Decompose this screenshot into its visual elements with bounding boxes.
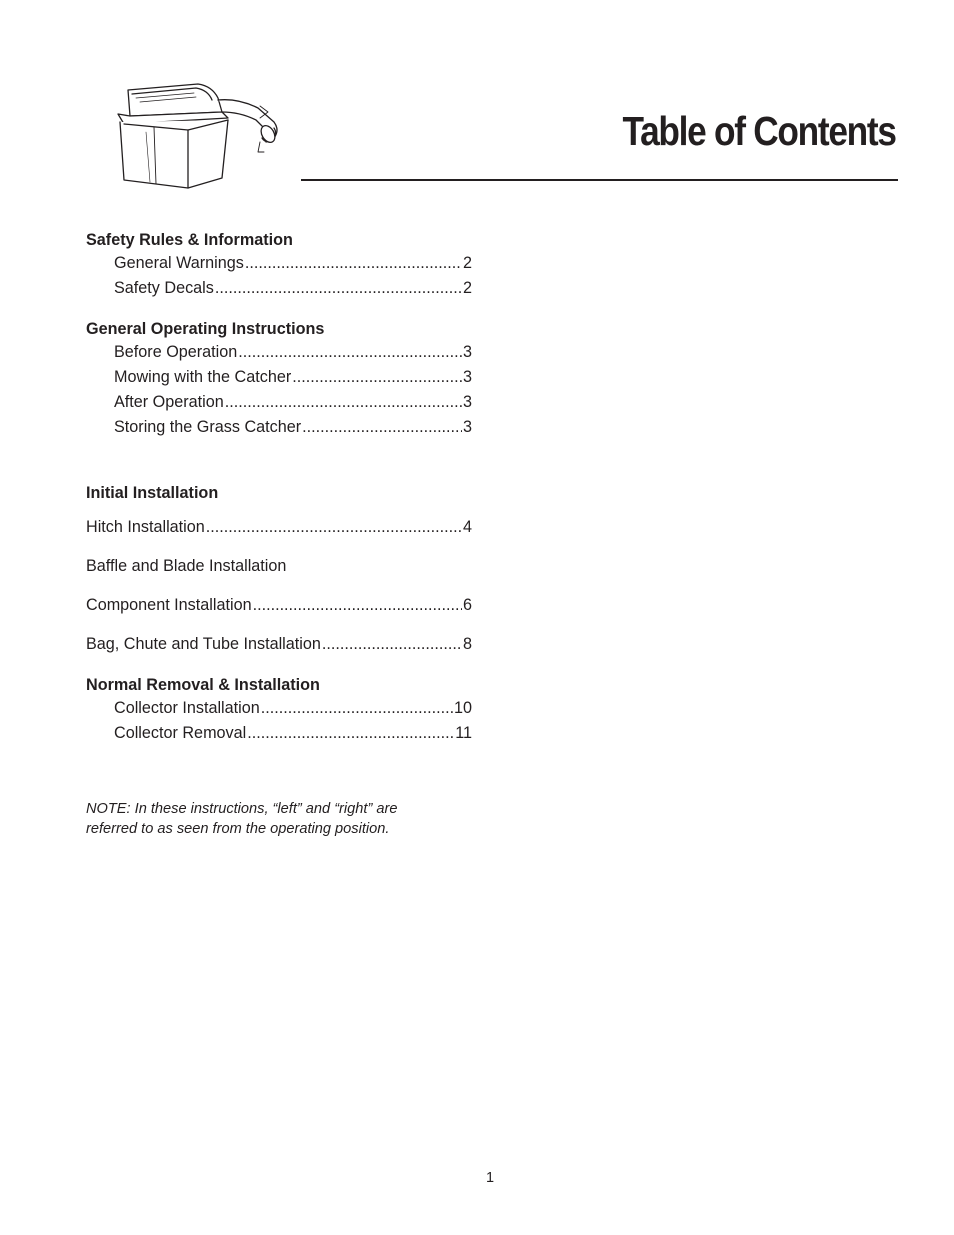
toc-entry-component-installation[interactable]	[86, 593, 472, 618]
toc-entry-page: 6	[462, 596, 472, 614]
toc-entry-collector-removal[interactable]	[86, 721, 472, 746]
toc-entry-label: Mowing with the Catcher	[114, 368, 292, 386]
toc-entry-label: Component Installation	[86, 596, 252, 614]
section-heading-normal-removal: Normal Removal & Installation	[86, 676, 320, 694]
title-divider	[301, 179, 898, 181]
dot-leader	[247, 721, 454, 746]
dot-leader	[245, 251, 462, 276]
dot-leader	[253, 593, 462, 618]
toc-entry-page: 3	[462, 343, 472, 361]
toc-entry-bag-chute-tube-installation[interactable]	[86, 632, 472, 657]
toc-entry-page: 3	[462, 368, 472, 386]
section-heading-initial-installation: Initial Installation	[86, 484, 219, 502]
dot-leader	[206, 515, 462, 540]
toc-entry-page: 10	[453, 699, 472, 717]
toc-entry-label: Safety Decals	[114, 279, 214, 297]
toc-entry-baffle-blade-installation[interactable]	[86, 554, 472, 579]
section-heading-operating: General Operating Instructions	[86, 320, 325, 338]
toc-entry-page: 3	[462, 418, 472, 436]
toc-entry-label: Bag, Chute and Tube Installation	[86, 635, 321, 653]
dot-leader	[261, 696, 453, 721]
orientation-note	[86, 799, 466, 839]
note-line-2: referred to as seen from the operating position.	[86, 821, 390, 837]
toc-entry-after-operation[interactable]	[86, 390, 472, 415]
toc-entry-page: 11	[455, 724, 472, 742]
dot-leader	[302, 415, 462, 440]
dot-leader	[215, 276, 462, 301]
section-heading-safety: Safety Rules & Information	[86, 231, 293, 249]
toc-entry-label: Baffle and Blade Installation	[86, 557, 287, 575]
toc-entry-page: 2	[462, 279, 472, 297]
dot-leader	[322, 632, 462, 657]
page-title: Table of Contents	[622, 108, 896, 154]
toc-entry-label: Collector Removal	[114, 724, 247, 742]
toc-entry-mowing-with-catcher[interactable]	[86, 365, 472, 390]
toc-entry-before-operation[interactable]	[86, 340, 472, 365]
toc-entry-label: Collector Installation	[114, 699, 260, 717]
dot-leader	[225, 390, 462, 415]
dot-leader	[238, 340, 462, 365]
toc-entry-label: After Operation	[114, 393, 224, 411]
toc-entry-general-warnings[interactable]	[86, 251, 472, 276]
toc-entry-label: Storing the Grass Catcher	[114, 418, 302, 436]
toc-entry-collector-installation[interactable]	[86, 696, 472, 721]
page-number: 1	[486, 1170, 495, 1186]
toc-entry-storing-grass-catcher[interactable]	[86, 415, 472, 440]
toc-entry-label: Before Operation	[114, 343, 238, 361]
toc-entry-page: 8	[462, 635, 472, 653]
dot-leader	[292, 365, 462, 390]
toc-entry-hitch-installation[interactable]	[86, 515, 472, 540]
toc-entry-label: Hitch Installation	[86, 518, 205, 536]
toc-entry-page: 2	[462, 254, 472, 272]
table-of-contents	[86, 229, 472, 746]
toc-entry-page: 4	[462, 518, 472, 536]
toc-entry-safety-decals[interactable]	[86, 276, 472, 301]
note-line-1: NOTE: In these instructions, “left” and “right” are	[86, 801, 398, 817]
toc-entry-label: General Warnings	[114, 254, 244, 272]
grass-catcher-illustration	[110, 82, 285, 192]
toc-entry-page: 3	[462, 393, 472, 411]
